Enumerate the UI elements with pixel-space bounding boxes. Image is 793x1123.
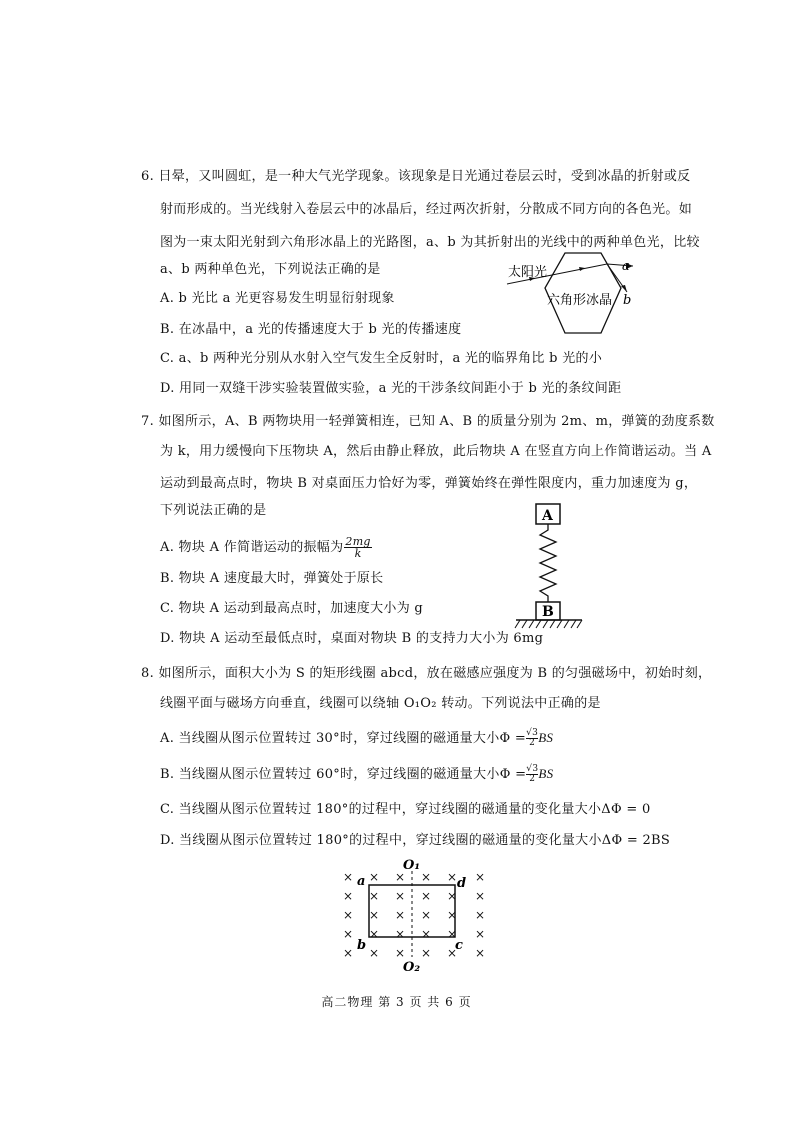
q7-option-a-fraction <box>344 536 371 559</box>
q6-stem-3: 图为一束太阳光射到六角形冰晶上的光路图，a、b 为其折射出的光线中的两种单色光，比较 <box>160 235 700 250</box>
q8-option-b <box>160 765 553 784</box>
q8-option-a-text: A. 当线圈从图示位置转过 30°时，穿过线圈的磁通量大小Φ = <box>160 731 527 746</box>
field-cross: × <box>369 889 380 903</box>
q7-stem-1: 如图所示，A、B 两物块用一轻弹簧相连，已知 A、B 的质量分别为 2m、m，弹簧的劲度系数 <box>158 414 715 429</box>
field-cross: × <box>421 927 432 941</box>
field-cross: × <box>369 927 380 941</box>
field-cross: × <box>343 870 354 884</box>
q8-option-b-text: B. 当线圈从图示位置转过 60°时，穿过线圈的磁通量大小Φ = <box>160 767 527 782</box>
q8-coil-figure <box>335 855 495 977</box>
field-cross: × <box>447 889 458 903</box>
field-cross: × <box>395 908 406 922</box>
coil-abcd <box>369 885 458 937</box>
q8-stem-2: 线圈平面与磁场方向垂直，线圈可以绕轴 O₁O₂ 转动。下列说法中正确的是 <box>160 696 601 711</box>
field-cross: × <box>395 870 406 884</box>
field-cross: × <box>421 908 432 922</box>
q6-stem-2: 射而形成的。当光线射入卷层云中的冰晶后，经过两次折射，分散成不同方向的各色光。如 <box>160 202 693 217</box>
fraction-numerator: 2mg <box>345 535 371 548</box>
label-o1: O₁ <box>403 858 421 873</box>
field-cross: × <box>369 908 380 922</box>
q8-option-c: C. 当线圈从图示位置转过 180°的过程中，穿过线圈的磁通量的变化量大小ΔΦ = 0 <box>160 802 651 817</box>
field-cross: × <box>447 946 458 960</box>
page-footer: 高二物理 第 3 页 共 6 页 <box>321 995 472 1009</box>
field-cross: × <box>475 946 486 960</box>
q7-stem-4: 下列说法正确的是 <box>160 503 267 518</box>
field-cross: × <box>475 889 486 903</box>
field-cross: × <box>421 889 432 903</box>
label-c: c <box>455 938 463 953</box>
fraction-numerator: √3 <box>526 764 539 774</box>
q7-stem-2: 为 k，用力缓慢向下压物块 A，然后由静止释放，此后物块 A 在竖直方向上作简谐运动。当 A <box>160 444 712 459</box>
field-cross: × <box>475 870 486 884</box>
field-cross: × <box>343 927 354 941</box>
q8-option-a <box>160 729 553 748</box>
block-a-label: A <box>542 508 553 524</box>
field-cross: × <box>369 946 380 960</box>
label-d: d <box>457 876 467 891</box>
q8-stem-1: 如图所示，面积大小为 S 的矩形线圈 abcd，放在磁感应强度为 B 的匀强磁场中，初始时刻， <box>158 666 712 681</box>
block-b-label: B <box>542 604 554 620</box>
q6-hexagon-figure <box>505 248 645 344</box>
q6-option-c: C. a、b 两种光分别从水射入空气发生全反射时，a 光的临界角比 b 光的小 <box>160 351 603 366</box>
q8-option-a-bs: BS <box>538 730 554 745</box>
field-cross: × <box>343 889 354 903</box>
label-a: a <box>357 874 366 889</box>
label-o2: O₂ <box>403 960 421 975</box>
crystal-label: 六角形冰晶 <box>547 293 613 308</box>
q7-stem-3: 运动到最高点时，物块 B 对桌面压力恰好为零，弹簧始终在弹性限度内，重力加速度为 g， <box>160 476 698 491</box>
fraction-denominator: 2 <box>529 774 536 784</box>
q8-option-b-bs: BS <box>538 766 554 781</box>
q8-option-b-fraction <box>526 765 538 784</box>
field-cross: × <box>447 908 458 922</box>
q7-option-b: B. 物块 A 速度最大时，弹簧处于原长 <box>160 571 384 586</box>
q7-number: 7. <box>141 414 155 429</box>
q8-option-d: D. 当线圈从图示位置转过 180°的过程中，穿过线圈的磁通量的变化量大小ΔΦ = 2BS <box>160 833 671 848</box>
field-cross: × <box>421 870 432 884</box>
q6-option-a: A. b 光比 a 光更容易发生明显衍射现象 <box>160 291 395 306</box>
q6-stem-4: a、b 两种单色光，下列说法正确的是 <box>160 262 381 277</box>
q6-stem-1: 日晕，又叫圆虹，是一种大气光学现象。该现象是日光通过卷层云时，受到冰晶的折射或反 <box>158 169 691 184</box>
spring <box>540 524 556 602</box>
q8-option-a-fraction <box>526 729 538 748</box>
field-cross: × <box>475 927 486 941</box>
q7-line-1 <box>141 413 715 431</box>
q6-line-1 <box>141 168 690 186</box>
q6-number: 6. <box>141 169 155 184</box>
field-cross: × <box>447 927 458 941</box>
field-cross: × <box>343 946 354 960</box>
field-cross: × <box>395 927 406 941</box>
ray-b-label: b <box>623 293 632 308</box>
q6-option-b: B. 在冰晶中，a 光的传播速度大于 b 光的传播速度 <box>160 322 462 337</box>
field-cross: × <box>395 889 406 903</box>
ray-a-label: a <box>622 259 630 274</box>
field-cross: × <box>343 908 354 922</box>
q8-number: 8. <box>141 666 155 681</box>
field-cross: × <box>475 908 486 922</box>
q7-option-a-text: A. 物块 A 作简谐运动的振幅为 <box>160 540 344 555</box>
field-cross: × <box>421 946 432 960</box>
field-cross: × <box>447 870 458 884</box>
q6-option-d: D. 用同一双缝干涉实验装置做实验，a 光的干涉条纹间距小于 b 光的条纹间距 <box>160 381 622 396</box>
fraction-denominator: k <box>354 547 362 560</box>
sun-light-label: 太阳光 <box>508 265 548 280</box>
label-b: b <box>357 938 367 953</box>
field-cross: × <box>395 946 406 960</box>
q7-option-c: C. 物块 A 运动到最高点时，加速度大小为 g <box>160 601 424 616</box>
field-cross: × <box>369 870 380 884</box>
q7-option-d: D. 物块 A 运动至最低点时，桌面对物块 B 的支持力大小为 6mg <box>160 631 544 646</box>
fraction-denominator: 2 <box>529 738 536 748</box>
q7-spring-figure <box>512 502 592 634</box>
q8-line-1 <box>141 665 711 683</box>
q7-option-a <box>160 536 373 559</box>
fraction-numerator: √3 <box>526 728 539 738</box>
